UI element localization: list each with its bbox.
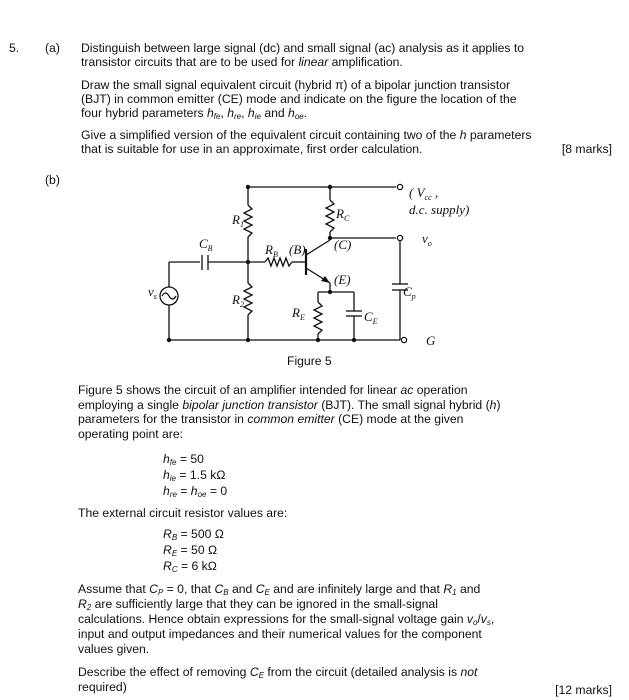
question-number: 5. (9, 41, 20, 55)
r1-label: $R_1$ (232, 212, 244, 229)
part-a-paragraph-2: Draw the small signal equivalent circuit (hybrid π) of a bipolar junction transistor (BJT) in common emitter (CE) mode and indicate on the figure the location of the four hybrid parameters $h_{fe}$, $h_{re}$, $h_{ie}$ and $h_{oe}$. (81, 78, 517, 121)
emitter-label: (E) (334, 272, 351, 287)
part-a-marks: [8 marks] (561, 142, 612, 156)
value-rc: $R_C = 6$ kΩ (163, 559, 217, 574)
cp-label: $C_p$ (403, 284, 416, 301)
part-b-paragraph-1: Figure 5 shows the circuit of an amplifier intended for linear ac operation employing a single bipolar junction transistor (BJT). The small signal hybrid (h) parameters for the transistor in common emitter (CE) mode at the given operating point are: (78, 383, 501, 441)
cb-label: $C_B$ (199, 236, 213, 253)
param-hfe: $h_{fe} = 50$ (163, 452, 204, 467)
param-hie: $h_{ie} = 1.5$ kΩ (163, 468, 226, 483)
value-rb: $R_B = 500$ Ω (163, 527, 224, 542)
base-label: (B) (289, 242, 306, 257)
ce-label: $C_E$ (364, 309, 378, 326)
param-hre-hoe: $h_{re} = h_{oe} = 0$ (163, 484, 228, 499)
vo-label: $v_o$ (422, 231, 432, 248)
part-a-label: (a) (45, 41, 60, 55)
figure-caption: Figure 5 (287, 354, 332, 368)
rb-label: $R_B$ (265, 242, 278, 259)
re-label: $R_E$ (292, 305, 305, 322)
part-a-paragraph-1: Distinguish between large signal (dc) and small signal (ac) analysis as it applies to transistor circuits that are to be used for linear amplification. (81, 41, 525, 69)
rc-label: $R_C$ (336, 206, 350, 223)
part-b-paragraph-2: Assume that $C_P = 0$, that $C_B$ and $C_E$ and are infinitely large and that $R_1$ and $R_2$ are sufficiently large that they can be ignored in the small-signal calculations. Hence obtain expressions for the small-signal voltage gain $v_o/v_s$, input and output impedances and their numerical values for the component values given. (78, 582, 495, 656)
value-re: $R_E = 50$ Ω (163, 543, 218, 558)
part-a-paragraph-3: Give a simplified version of the equivalent circuit containing two of the h parameters that is suitable for use in an approximate, first order calculation. (81, 128, 532, 156)
collector-label: (C) (334, 237, 352, 252)
part-b-marks: [12 marks] (555, 683, 612, 697)
vcc-label: ( $V_{cc}$ , (409, 185, 439, 202)
vs-label: $v_s$ (148, 284, 157, 301)
part-b-label: (b) (45, 173, 60, 187)
r2-label: $R_2$ (232, 292, 244, 309)
part-b-paragraph-3: Describe the effect of removing $C_E$ from the circuit (detailed analysis is not required) (78, 665, 478, 694)
supply-label: d.c. supply) (409, 202, 470, 217)
resistor-intro: The external circuit resistor values are: (78, 506, 288, 520)
ground-label: G (426, 333, 436, 348)
